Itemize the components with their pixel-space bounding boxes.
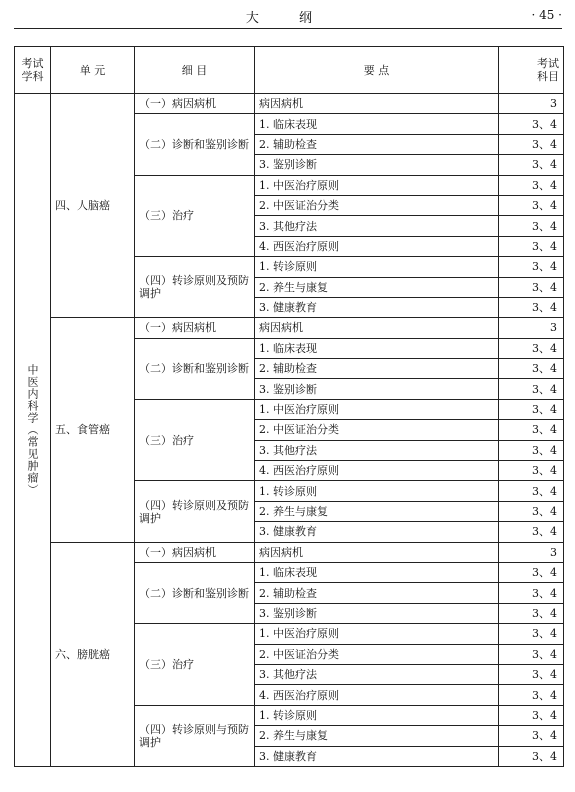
table-row [15, 318, 564, 338]
point-cell: 1. 转诊原则 [255, 705, 499, 725]
table-body [15, 94, 564, 767]
item-cell: （四）转诊原则及预防调护 [135, 257, 255, 318]
point-cell: 2. 养生与康复 [255, 277, 499, 297]
header-unit: 单 元 [51, 47, 135, 94]
item-cell: （一）病因病机 [135, 542, 255, 562]
item-cell: （二）诊断和鉴别诊断 [135, 562, 255, 623]
point-cell: 3. 健康教育 [255, 746, 499, 766]
level-cell: 3、4 [499, 277, 564, 297]
item-cell: （四）转诊原则及预防调护 [135, 481, 255, 542]
level-cell: 3、4 [499, 440, 564, 460]
point-cell: 3. 鉴别诊断 [255, 155, 499, 175]
point-cell: 1. 临床表现 [255, 338, 499, 358]
syllabus-table [14, 46, 564, 767]
point-cell: 1. 中医治疗原则 [255, 624, 499, 644]
unit-cell: 六、膀胱癌 [51, 542, 135, 766]
point-cell: 病因病机 [255, 94, 499, 114]
point-cell: 1. 临床表现 [255, 114, 499, 134]
point-cell: 4. 西医治疗原则 [255, 236, 499, 256]
level-cell: 3、4 [499, 746, 564, 766]
point-cell: 1. 转诊原则 [255, 257, 499, 277]
point-cell: 2. 中医证治分类 [255, 420, 499, 440]
item-cell: （一）病因病机 [135, 94, 255, 114]
point-cell: 1. 中医治疗原则 [255, 175, 499, 195]
level-cell: 3、4 [499, 664, 564, 684]
point-cell: 病因病机 [255, 318, 499, 338]
point-cell: 2. 中医证治分类 [255, 195, 499, 215]
point-cell: 3. 健康教育 [255, 522, 499, 542]
header-level: 考试 科目 [499, 47, 564, 94]
page-number: · 45 · [531, 8, 562, 22]
point-cell: 3. 鉴别诊断 [255, 603, 499, 623]
item-cell: （四）转诊原则与预防调护 [135, 705, 255, 766]
level-cell: 3、4 [499, 379, 564, 399]
level-cell: 3、4 [499, 726, 564, 746]
level-cell: 3 [499, 318, 564, 338]
level-cell: 3、4 [499, 175, 564, 195]
point-cell: 4. 西医治疗原则 [255, 685, 499, 705]
table-row [15, 542, 564, 562]
level-cell: 3、4 [499, 195, 564, 215]
point-cell: 2. 辅助检查 [255, 583, 499, 603]
point-cell: 1. 中医治疗原则 [255, 399, 499, 419]
level-cell: 3、4 [499, 236, 564, 256]
point-cell: 2. 养生与康复 [255, 726, 499, 746]
level-cell: 3、4 [499, 705, 564, 725]
level-cell: 3、4 [499, 216, 564, 236]
point-cell: 4. 西医治疗原则 [255, 461, 499, 481]
level-cell: 3、4 [499, 114, 564, 134]
level-cell: 3、4 [499, 338, 564, 358]
point-cell: 3. 其他疗法 [255, 216, 499, 236]
point-cell: 3. 健康教育 [255, 297, 499, 317]
page-title: 大 纲 [245, 11, 331, 26]
unit-cell: 五、食管癌 [51, 318, 135, 542]
unit-cell: 四、人脑癌 [51, 94, 135, 318]
item-cell: （二）诊断和鉴别诊断 [135, 114, 255, 175]
level-cell: 3、4 [499, 603, 564, 623]
subject-cell [15, 94, 51, 767]
level-cell: 3 [499, 94, 564, 114]
level-cell: 3、4 [499, 501, 564, 521]
point-cell: 2. 辅助检查 [255, 134, 499, 154]
level-cell: 3、4 [499, 562, 564, 582]
level-cell: 3、4 [499, 461, 564, 481]
level-cell: 3、4 [499, 359, 564, 379]
item-cell: （三）治疗 [135, 624, 255, 706]
item-cell: （一）病因病机 [135, 318, 255, 338]
level-cell: 3、4 [499, 257, 564, 277]
level-cell: 3、4 [499, 399, 564, 419]
point-cell: 3. 鉴别诊断 [255, 379, 499, 399]
point-cell: 3. 其他疗法 [255, 440, 499, 460]
level-cell: 3、4 [499, 134, 564, 154]
header-point: 要 点 [255, 47, 499, 94]
point-cell: 1. 转诊原则 [255, 481, 499, 501]
level-cell: 3、4 [499, 624, 564, 644]
item-cell: （二）诊断和鉴别诊断 [135, 338, 255, 399]
table-row [15, 94, 564, 114]
header-subject: 考试 学科 [15, 47, 51, 94]
level-cell: 3、4 [499, 522, 564, 542]
item-cell: （三）治疗 [135, 175, 255, 257]
table-header-row [15, 47, 564, 94]
level-cell: 3、4 [499, 420, 564, 440]
point-cell: 2. 中医证治分类 [255, 644, 499, 664]
point-cell: 2. 养生与康复 [255, 501, 499, 521]
point-cell: 病因病机 [255, 542, 499, 562]
point-cell: 1. 临床表现 [255, 562, 499, 582]
subject-label: 中医内科学（常见肿瘤） [26, 363, 39, 496]
level-cell: 3、4 [499, 297, 564, 317]
header-item: 细 目 [135, 47, 255, 94]
level-cell: 3、4 [499, 685, 564, 705]
point-cell: 2. 辅助检查 [255, 359, 499, 379]
page-header [14, 0, 562, 29]
level-cell: 3、4 [499, 481, 564, 501]
item-cell: （三）治疗 [135, 399, 255, 481]
level-cell: 3 [499, 542, 564, 562]
point-cell: 3. 其他疗法 [255, 664, 499, 684]
level-cell: 3、4 [499, 583, 564, 603]
level-cell: 3、4 [499, 644, 564, 664]
level-cell: 3、4 [499, 155, 564, 175]
